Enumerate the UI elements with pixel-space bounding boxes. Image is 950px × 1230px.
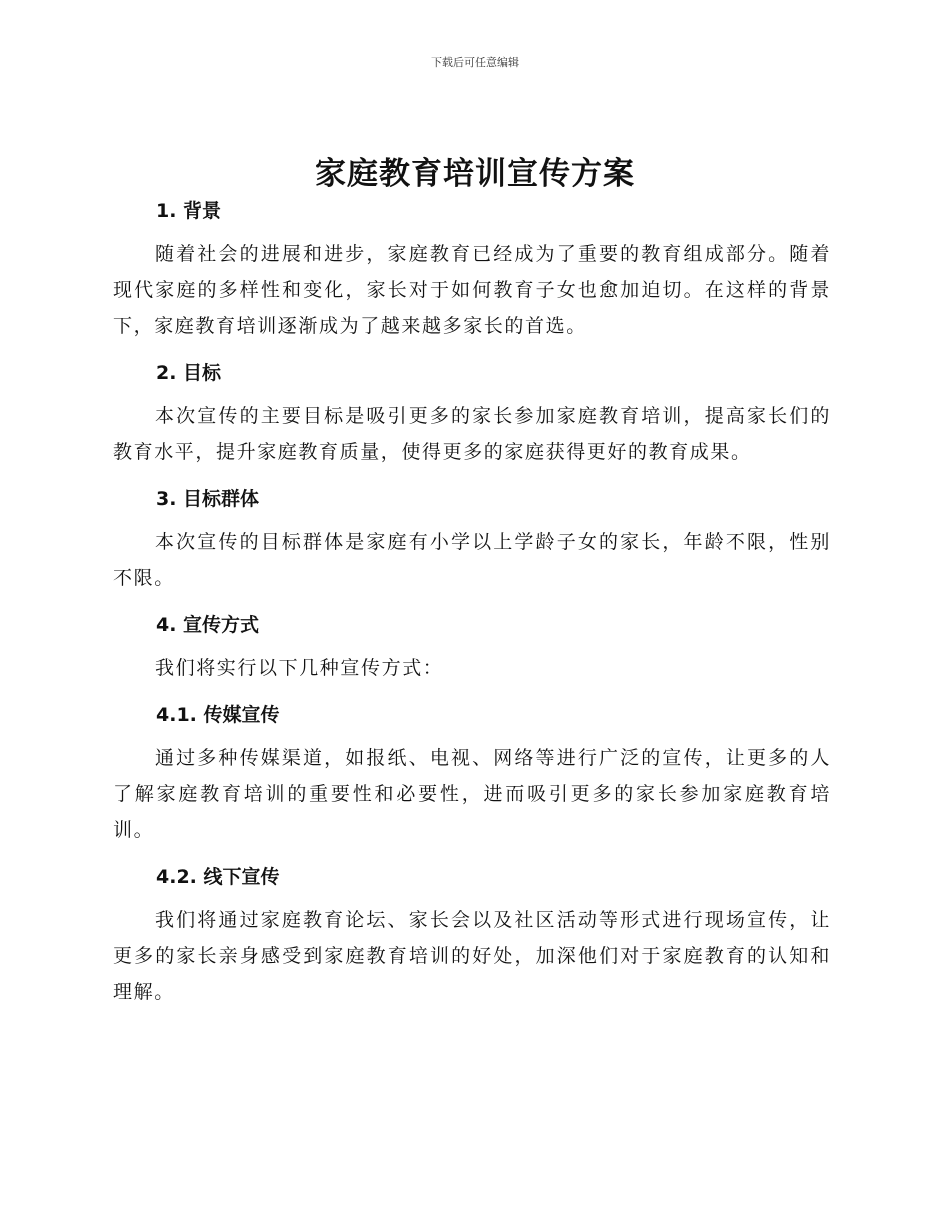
section-goal	[113, 358, 831, 470]
section-paragraph: 本次宣传的目标群体是家庭有小学以上学龄子女的家长，年龄不限，性别不限。	[113, 531, 831, 589]
section-target-group	[113, 484, 831, 596]
section-heading: 3. 目标群体	[156, 488, 260, 510]
section-paragraph: 通过多种传媒渠道，如报纸、电视、网络等进行广泛的宣传，让更多的人了解家庭教育培训的重要性和必要性，进而吸引更多的家长参加家庭教育培训。	[113, 747, 831, 841]
section-methods	[113, 610, 831, 686]
section-paragraph: 我们将实行以下几种宣传方式：	[155, 657, 444, 679]
section-heading: 4.2. 线下宣传	[156, 866, 280, 888]
section-media-promotion	[113, 700, 831, 848]
section-offline-promotion	[113, 862, 831, 1010]
header-note: 下载后可任意编辑	[431, 56, 519, 69]
section-heading: 1. 背景	[156, 200, 222, 222]
section-paragraph: 随着社会的进展和进步，家庭教育已经成为了重要的教育组成部分。随着现代家庭的多样性和变化，家长对于如何教育子女也愈加迫切。在这样的背景下，家庭教育培训逐渐成为了越来越多家长的首选。	[113, 243, 831, 337]
document-title: 家庭教育培训宣传方案	[315, 156, 635, 192]
section-heading: 4.1. 传媒宣传	[156, 704, 280, 726]
section-heading: 2. 目标	[156, 362, 222, 384]
section-heading: 4. 宣传方式	[156, 614, 260, 636]
section-paragraph: 我们将通过家庭教育论坛、家长会以及社区活动等形式进行现场宣传，让更多的家长亲身感受到家庭教育培训的好处，加深他们对于家庭教育的认知和理解。	[113, 909, 831, 1003]
document-body	[113, 196, 831, 1010]
section-background	[113, 196, 831, 344]
section-paragraph: 本次宣传的主要目标是吸引更多的家长参加家庭教育培训，提高家长们的教育水平，提升家庭教育质量，使得更多的家庭获得更好的教育成果。	[113, 405, 831, 463]
